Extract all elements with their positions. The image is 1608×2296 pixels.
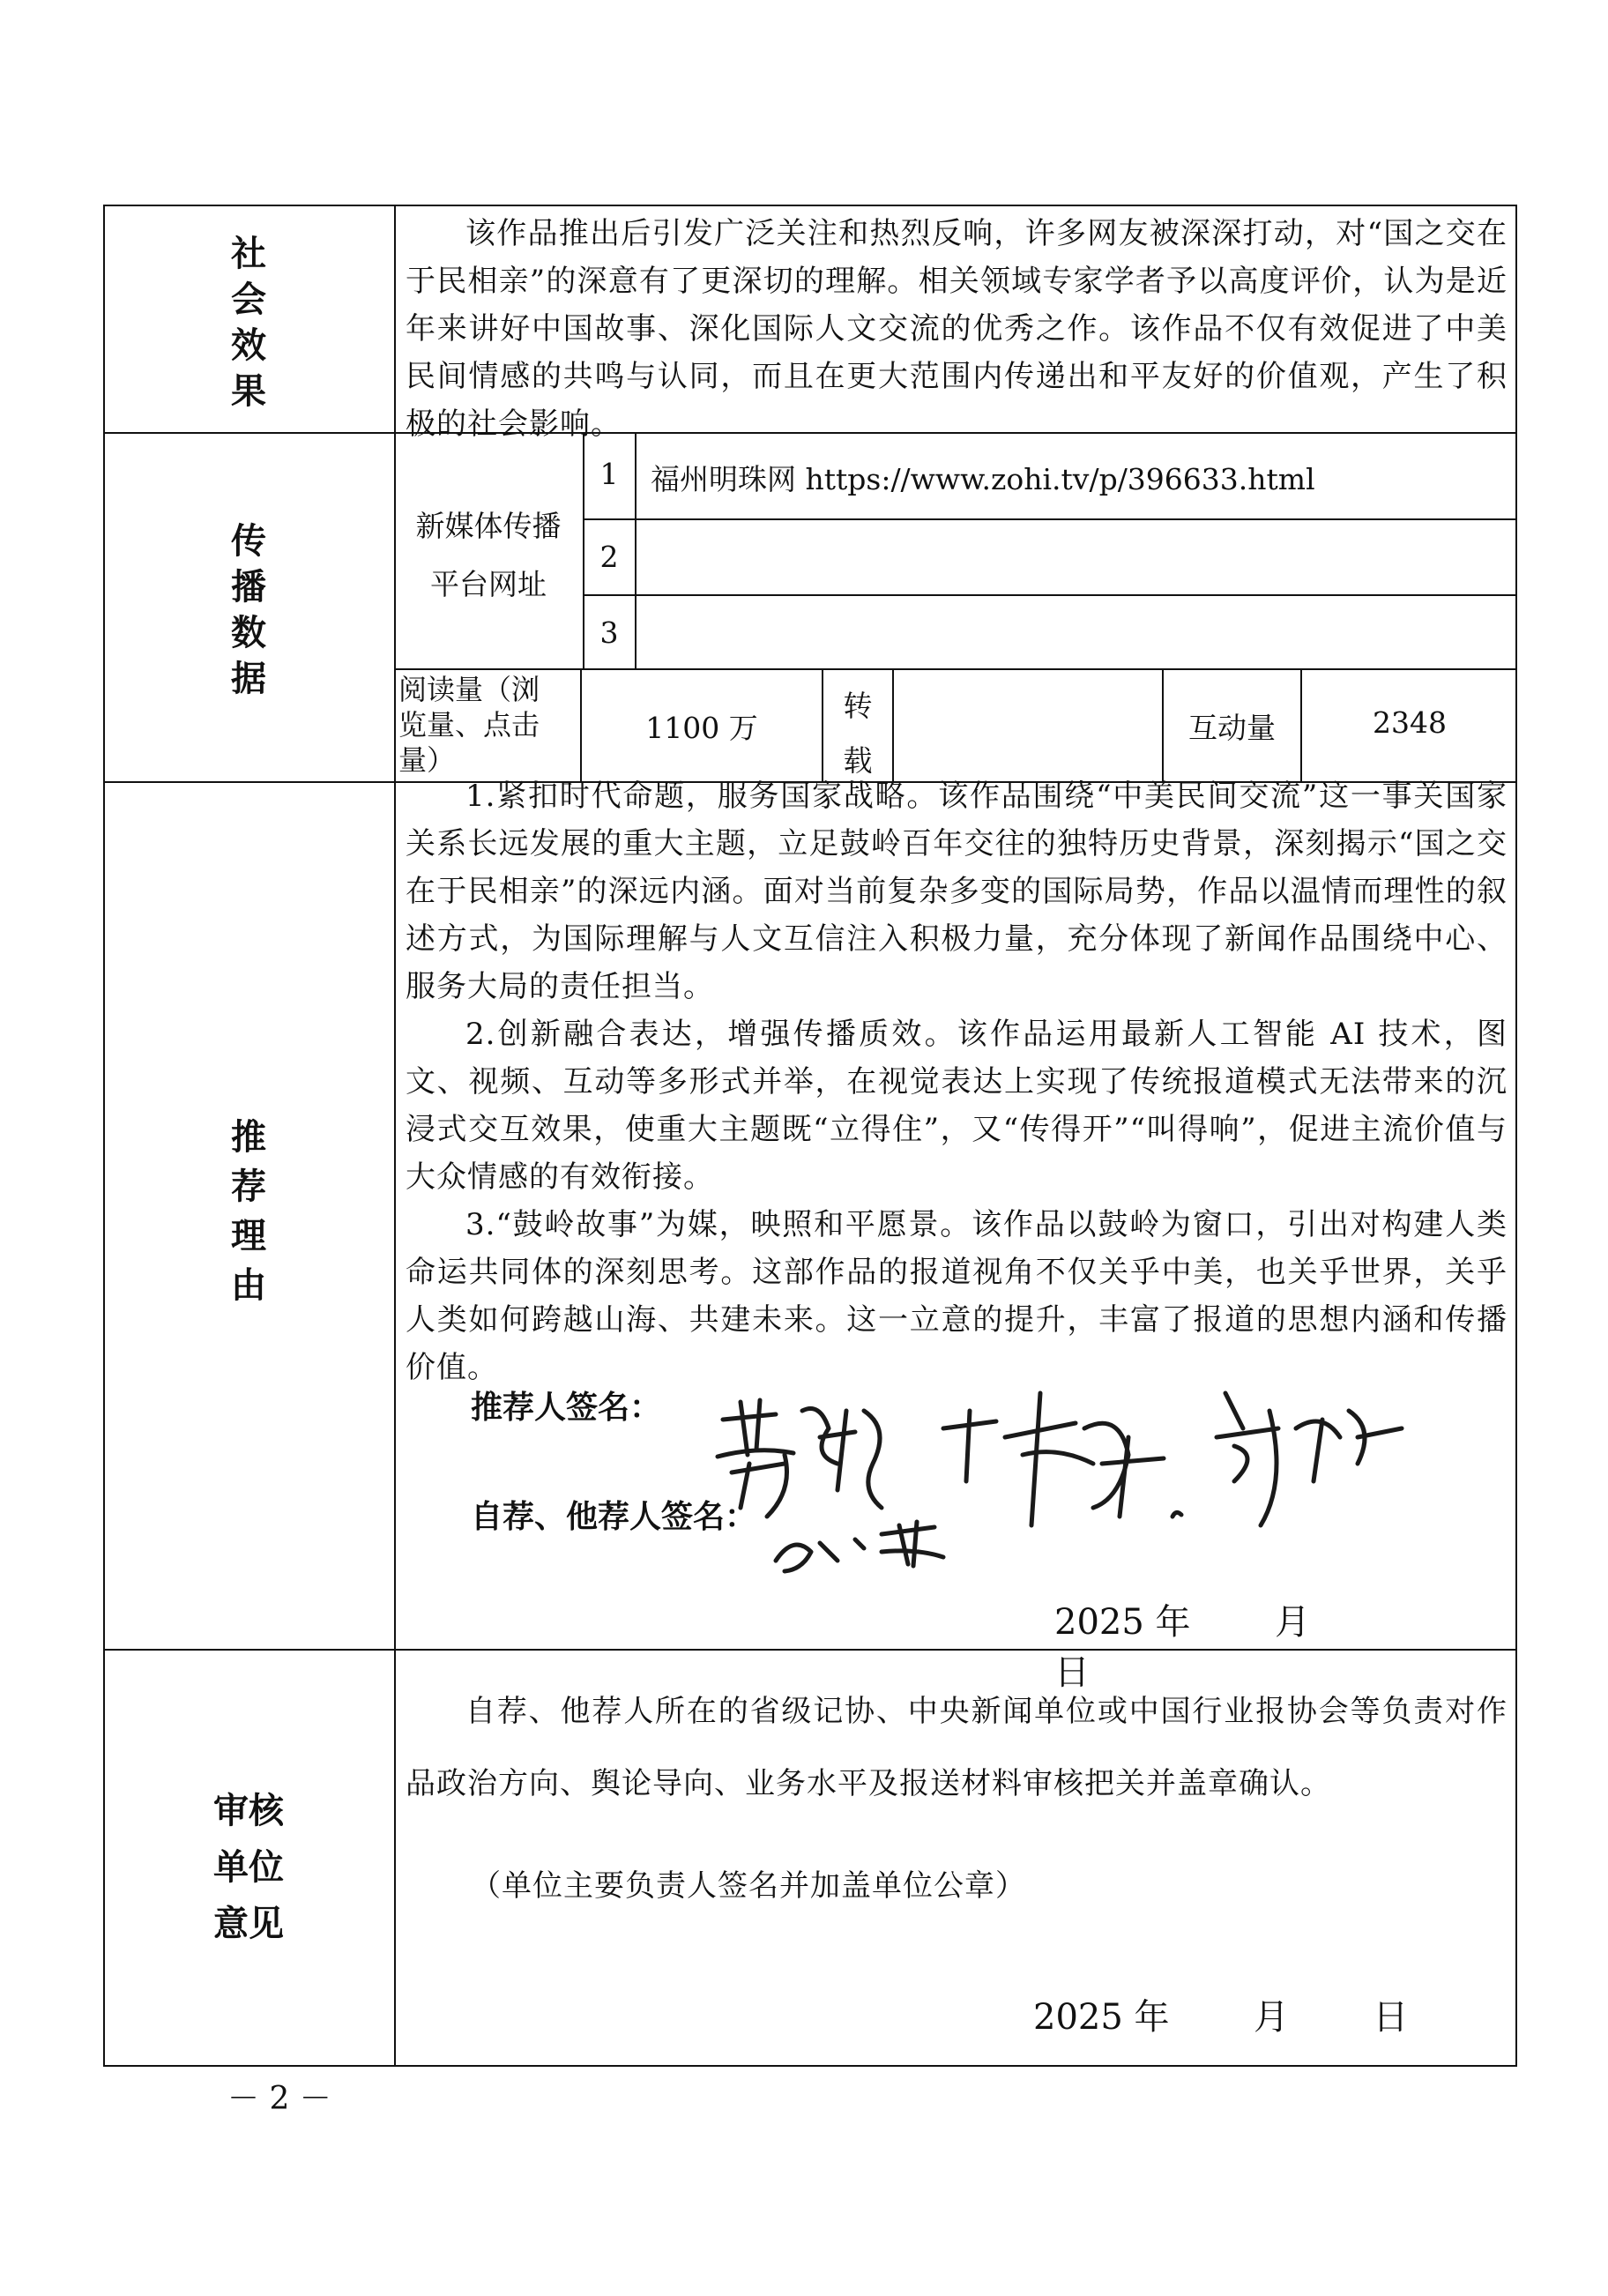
recommendation-label: 推 荐 理 由: [231, 1117, 266, 1306]
grid-line: [892, 668, 894, 781]
platform-url-1: 福州明珠网 https://www.zohi.tv/p/396633.html: [651, 462, 1315, 496]
handwritten-signatures: [705, 1375, 1428, 1578]
platform-url-label: 新媒体传播 平台网址: [415, 509, 562, 601]
review-note: （单位主要负责人签名并加盖单位公章）: [471, 1868, 1026, 1904]
recommendation-paragraph-1: 1.紧扣时代命题，服务国家战略。该作品围绕“中美民间交流”这一事关国家关系长远发展的重大主题，立足鼓岭百年交往的独特历史背景，深刻揭示“国之交在于民相亲”的深远内涵。面对当前复杂多变的国际局势，作品以温情而理性的叙述方式，为国际理解与人文互信注入积极力量，充分体现了新闻作品围绕中心、服务大局的责任担当。: [406, 779, 1508, 1004]
grid-line: [394, 668, 1517, 670]
reads-value: 1100 万: [645, 711, 758, 745]
reads-label: 阅读量（浏 览量、点击 量）: [398, 673, 540, 777]
recommender-signature-label: 推荐人签名：: [471, 1390, 662, 1426]
recommendation-paragraph-3: 3.“鼓岭故事”为媒，映照和平愿景。该作品以鼓岭为窗口，引出对构建人类命运共同体的深刻思考。这部作品的报道视角不仅关乎中美，也关乎世界，关乎人类如何跨越山海、共建未来。这一立意的提升，丰富了报道的思想内涵和传播价值。: [406, 1207, 1508, 1385]
interactions-label: 互动量: [1188, 711, 1276, 745]
row-number: 3: [599, 615, 619, 650]
review-date: 2025 年 月 日: [1033, 1997, 1409, 2038]
grid-line: [583, 594, 1517, 596]
repost-label: 转 载: [843, 689, 873, 778]
social-effect-text: 该作品推出后引发广泛关注和热烈反响，许多网友被深深打动，对“国之交在于民相亲”的深意有了更深切的理解。相关领域专家学者予以高度评价，认为是近年来讲好中国故事、深化国际人文交流的优秀之作。该作品不仅有效促进了中美民间情感的共鸣与认同，而且在更大范围内传递出和平友好的价值观，产生了积极的社会影响。: [406, 216, 1508, 442]
recommendation-paragraph-2: 2.创新融合表达，增强传播质效。该作品运用最新人工智能 AI 技术，图文、视频、互动等多形式并举，在视觉表达上实现了传统报道模式无法带来的沉浸式交互效果，使重大主题既“立得住”，又“传得开”“叫得响”，促进主流价值与大众情感的有效衔接。: [406, 1017, 1508, 1195]
interactions-value: 2348: [1373, 705, 1447, 740]
row-number: 2: [599, 540, 619, 574]
self-recommender-signature-label: 自荐、他荐人签名：: [471, 1499, 757, 1535]
page-number: － 2 －: [227, 2081, 331, 2117]
label-column-divider: [394, 205, 396, 2067]
dissemination-label: 传 播 数 据: [231, 521, 266, 699]
row-number: 1: [599, 457, 619, 491]
review-label: 审核 单位 意见: [213, 1791, 284, 1944]
review-text: 自荐、他荐人所在的省级记协、中央新闻单位或中国行业报协会等负责对作品政治方向、舆论导向、业务水平及报送材料审核把关并盖章确认。: [406, 1694, 1508, 1801]
grid-line: [635, 432, 636, 668]
grid-line: [583, 518, 1517, 520]
social-effect-label: 社 会 效 果: [231, 234, 266, 412]
recommendation-date: 2025 年 月 日: [1054, 1602, 1310, 1693]
